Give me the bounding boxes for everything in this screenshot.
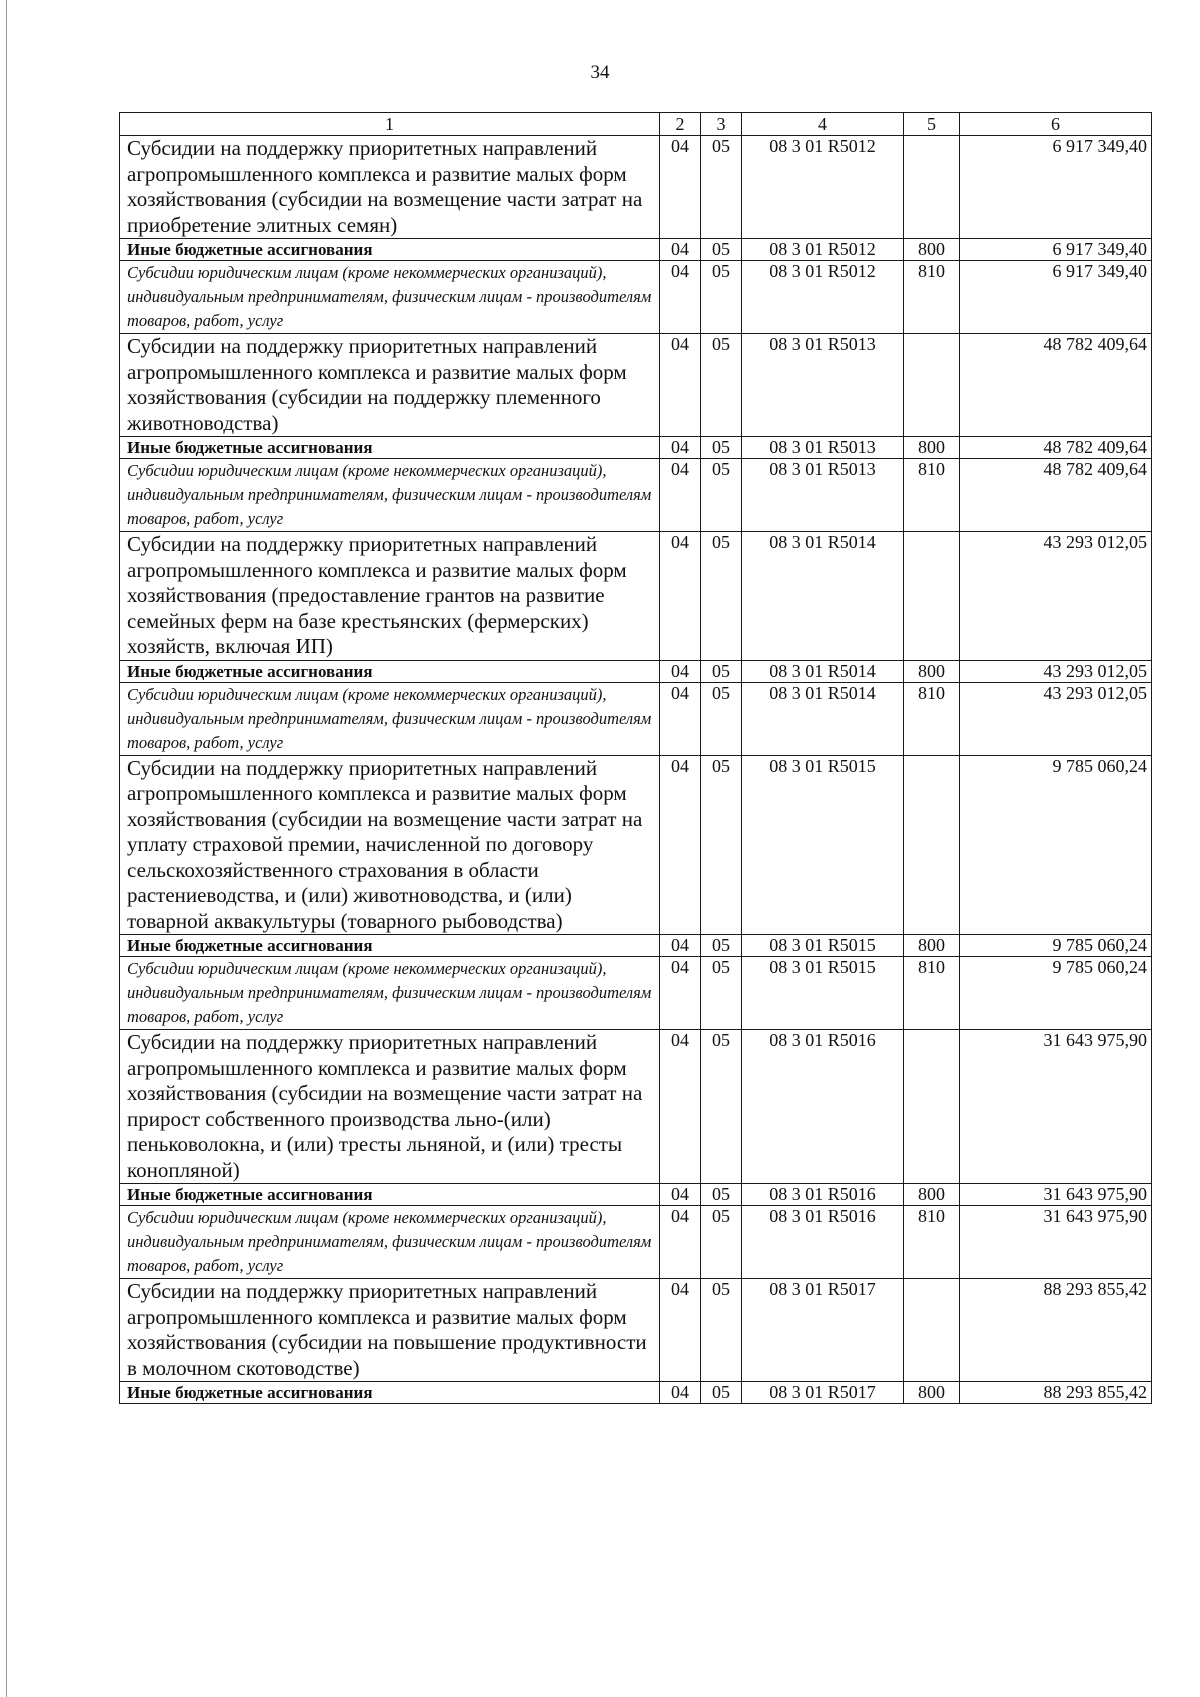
cell-target-code: 08 3 01 R5012 [742, 261, 904, 334]
cell-expense-type: 810 [904, 1206, 960, 1279]
cell-subsection: 05 [701, 459, 742, 532]
cell-target-code: 08 3 01 R5013 [742, 459, 904, 532]
header-col-4: 4 [742, 113, 904, 136]
cell-amount: 6 917 349,40 [960, 136, 1152, 239]
header-col-3: 3 [701, 113, 742, 136]
cell-subsection: 05 [701, 957, 742, 1030]
cell-section: 04 [660, 660, 701, 682]
cell-expense-type: 810 [904, 459, 960, 532]
cell-amount: 48 782 409,64 [960, 334, 1152, 437]
cell-subsection: 05 [701, 1030, 742, 1184]
header-col-1: 1 [120, 113, 660, 136]
cell-name: Субсидии юридическим лицам (кроме некоммерческих организаций), индивидуальным предпринимателям, физическим лицам - производителям товаров, работ, услуг [120, 957, 660, 1030]
cell-section: 04 [660, 437, 701, 459]
cell-target-code: 08 3 01 R5013 [742, 334, 904, 437]
cell-name: Иные бюджетные ассигнования [120, 239, 660, 261]
cell-subsection: 05 [701, 1279, 742, 1382]
cell-target-code: 08 3 01 R5014 [742, 660, 904, 682]
cell-section: 04 [660, 957, 701, 1030]
cell-amount: 9 785 060,24 [960, 935, 1152, 957]
cell-amount: 43 293 012,05 [960, 660, 1152, 682]
cell-subsection: 05 [701, 239, 742, 261]
cell-subsection: 05 [701, 1184, 742, 1206]
table-row [120, 261, 1152, 334]
table-row [120, 1382, 1152, 1404]
cell-section: 04 [660, 755, 701, 935]
cell-target-code: 08 3 01 R5013 [742, 437, 904, 459]
cell-subsection: 05 [701, 682, 742, 755]
cell-target-code: 08 3 01 R5016 [742, 1206, 904, 1279]
cell-expense-type [904, 1279, 960, 1382]
table-row [120, 532, 1152, 661]
cell-subsection: 05 [701, 437, 742, 459]
cell-expense-type: 810 [904, 261, 960, 334]
cell-amount: 6 917 349,40 [960, 261, 1152, 334]
cell-amount: 88 293 855,42 [960, 1382, 1152, 1404]
cell-name: Субсидии юридическим лицам (кроме некоммерческих организаций), индивидуальным предпринимателям, физическим лицам - производителям товаров, работ, услуг [120, 261, 660, 334]
cell-section: 04 [660, 1030, 701, 1184]
table-row [120, 1206, 1152, 1279]
cell-target-code: 08 3 01 R5012 [742, 239, 904, 261]
cell-subsection: 05 [701, 935, 742, 957]
cell-expense-type [904, 755, 960, 935]
cell-section: 04 [660, 1184, 701, 1206]
cell-name: Субсидии на поддержку приоритетных направлений агропромышленного комплекса и развитие малых форм хозяйствования (предоставление грантов на развитие семейных ферм на базе крестьянских (фермерских) хозяйств, включая ИП) [120, 532, 660, 661]
table-row [120, 334, 1152, 437]
cell-section: 04 [660, 1279, 701, 1382]
cell-name: Иные бюджетные ассигнования [120, 1184, 660, 1206]
table-row [120, 1279, 1152, 1382]
cell-target-code: 08 3 01 R5014 [742, 532, 904, 661]
budget-table [119, 112, 1152, 1404]
table-body [120, 113, 1152, 1404]
cell-name: Субсидии юридическим лицам (кроме некоммерческих организаций), индивидуальным предпринимателям, физическим лицам - производителям товаров, работ, услуг [120, 1206, 660, 1279]
cell-target-code: 08 3 01 R5015 [742, 935, 904, 957]
table-row [120, 1030, 1152, 1184]
cell-name: Иные бюджетные ассигнования [120, 1382, 660, 1404]
cell-target-code: 08 3 01 R5017 [742, 1279, 904, 1382]
cell-section: 04 [660, 334, 701, 437]
cell-target-code: 08 3 01 R5017 [742, 1382, 904, 1404]
table-row [120, 682, 1152, 755]
cell-target-code: 08 3 01 R5014 [742, 682, 904, 755]
cell-expense-type [904, 1030, 960, 1184]
cell-section: 04 [660, 1206, 701, 1279]
cell-amount: 43 293 012,05 [960, 682, 1152, 755]
cell-expense-type: 800 [904, 1184, 960, 1206]
table-row [120, 1184, 1152, 1206]
page-number: 34 [590, 62, 610, 83]
table-row [120, 239, 1152, 261]
cell-expense-type: 800 [904, 1382, 960, 1404]
cell-name: Субсидии на поддержку приоритетных направлений агропромышленного комплекса и развитие малых форм хозяйствования (субсидии на поддержку племенного животноводства) [120, 334, 660, 437]
cell-target-code: 08 3 01 R5015 [742, 755, 904, 935]
cell-name: Субсидии на поддержку приоритетных направлений агропромышленного комплекса и развитие малых форм хозяйствования (субсидии на возмещение части затрат на прирост собственного производства льно-(или) пеньковолокна, и (или) тресты льняной, и (или) тресты конопляной) [120, 1030, 660, 1184]
scan-edge-line [6, 0, 7, 1697]
cell-subsection: 05 [701, 261, 742, 334]
table-row [120, 755, 1152, 935]
cell-amount: 31 643 975,90 [960, 1206, 1152, 1279]
cell-name: Субсидии на поддержку приоритетных направлений агропромышленного комплекса и развитие малых форм хозяйствования (субсидии на возмещение части затрат на приобретение элитных семян) [120, 136, 660, 239]
cell-target-code: 08 3 01 R5015 [742, 957, 904, 1030]
cell-expense-type: 800 [904, 935, 960, 957]
cell-section: 04 [660, 1382, 701, 1404]
cell-section: 04 [660, 261, 701, 334]
table-row [120, 459, 1152, 532]
header-col-2: 2 [660, 113, 701, 136]
table-row [120, 935, 1152, 957]
cell-section: 04 [660, 459, 701, 532]
cell-section: 04 [660, 532, 701, 661]
cell-name: Субсидии юридическим лицам (кроме некоммерческих организаций), индивидуальным предпринимателям, физическим лицам - производителям товаров, работ, услуг [120, 682, 660, 755]
cell-amount: 9 785 060,24 [960, 755, 1152, 935]
cell-expense-type: 810 [904, 957, 960, 1030]
cell-subsection: 05 [701, 1206, 742, 1279]
header-col-6: 6 [960, 113, 1152, 136]
cell-section: 04 [660, 935, 701, 957]
cell-name: Иные бюджетные ассигнования [120, 437, 660, 459]
header-col-5: 5 [904, 113, 960, 136]
cell-name: Субсидии юридическим лицам (кроме некоммерческих организаций), индивидуальным предпринимателям, физическим лицам - производителям товаров, работ, услуг [120, 459, 660, 532]
cell-section: 04 [660, 682, 701, 755]
cell-name: Иные бюджетные ассигнования [120, 660, 660, 682]
cell-subsection: 05 [701, 755, 742, 935]
cell-amount: 31 643 975,90 [960, 1184, 1152, 1206]
cell-expense-type: 800 [904, 239, 960, 261]
cell-amount: 88 293 855,42 [960, 1279, 1152, 1382]
cell-target-code: 08 3 01 R5012 [742, 136, 904, 239]
cell-section: 04 [660, 239, 701, 261]
cell-subsection: 05 [701, 136, 742, 239]
cell-subsection: 05 [701, 532, 742, 661]
cell-expense-type: 810 [904, 682, 960, 755]
cell-amount: 48 782 409,64 [960, 459, 1152, 532]
cell-expense-type: 800 [904, 660, 960, 682]
cell-amount: 31 643 975,90 [960, 1030, 1152, 1184]
cell-name: Субсидии на поддержку приоритетных направлений агропромышленного комплекса и развитие малых форм хозяйствования (субсидии на возмещение части затрат на уплату страховой премии, начисленной по договору сельскохозяйственного страхования в области растениеводства, и (или) животноводства, и (или) товарной аквакультуры (товарного рыбоводства) [120, 755, 660, 935]
table-row [120, 136, 1152, 239]
cell-name: Субсидии на поддержку приоритетных направлений агропромышленного комплекса и развитие малых форм хозяйствования (субсидии на повышение продуктивности в молочном скотоводстве) [120, 1279, 660, 1382]
table-row [120, 957, 1152, 1030]
table-row [120, 660, 1152, 682]
cell-expense-type [904, 334, 960, 437]
cell-name: Иные бюджетные ассигнования [120, 935, 660, 957]
cell-target-code: 08 3 01 R5016 [742, 1030, 904, 1184]
cell-section: 04 [660, 136, 701, 239]
cell-expense-type [904, 136, 960, 239]
cell-amount: 48 782 409,64 [960, 437, 1152, 459]
cell-expense-type: 800 [904, 437, 960, 459]
cell-target-code: 08 3 01 R5016 [742, 1184, 904, 1206]
cell-amount: 6 917 349,40 [960, 239, 1152, 261]
table-header-row [120, 113, 1152, 136]
cell-expense-type [904, 532, 960, 661]
cell-amount: 9 785 060,24 [960, 957, 1152, 1030]
cell-amount: 43 293 012,05 [960, 532, 1152, 661]
cell-subsection: 05 [701, 660, 742, 682]
cell-subsection: 05 [701, 334, 742, 437]
table-row [120, 437, 1152, 459]
cell-subsection: 05 [701, 1382, 742, 1404]
